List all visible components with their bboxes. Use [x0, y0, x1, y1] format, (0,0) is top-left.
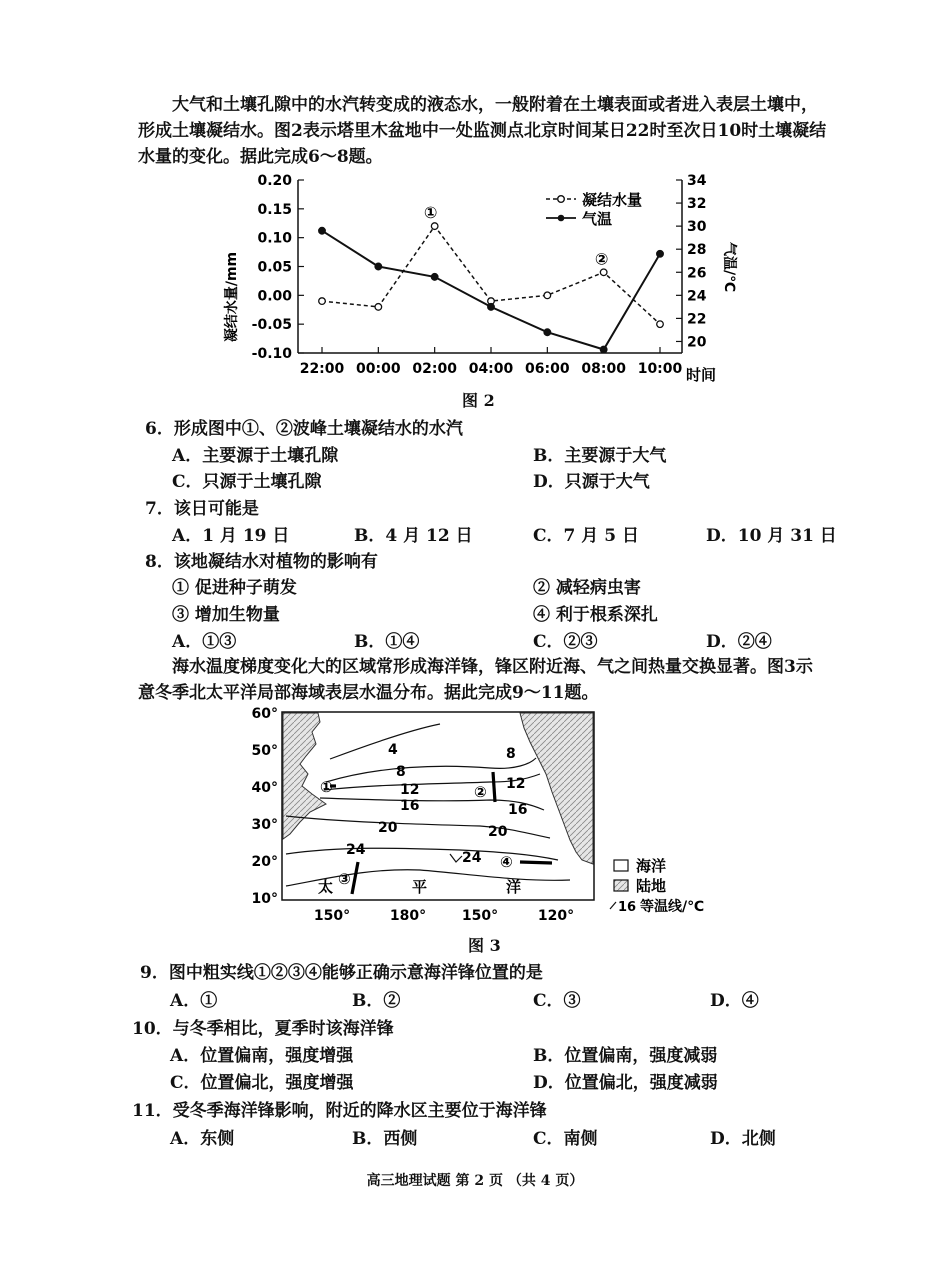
q9-option-b[interactable]: B．②	[352, 991, 401, 1011]
y-tick-label: 0.20	[257, 173, 292, 189]
iso-label-12-east: 12	[506, 776, 526, 792]
y-axis-label: 凝结水量/mm	[224, 251, 240, 343]
q8-item-2: ② 减轻病虫害	[533, 578, 641, 598]
question-7-stem: 7．该日可能是	[145, 499, 259, 519]
series-1-point	[600, 269, 607, 276]
lat-label-40: 40°	[251, 780, 278, 796]
q9-option-d[interactable]: D．④	[710, 991, 759, 1011]
y-tick-label: -0.05	[251, 317, 292, 334]
q10-option-b[interactable]: B．位置偏南，强度减弱	[533, 1046, 718, 1066]
question-10-stem: 10．与冬季相比，夏季时该海洋锋	[132, 1019, 394, 1039]
q8-item-1: ① 促进种子萌发	[172, 578, 297, 598]
series-2-point	[431, 274, 438, 281]
q6-option-d[interactable]: D．只源于大气	[533, 472, 650, 492]
y-tick-label: 0.10	[257, 230, 292, 247]
q8-option-a[interactable]: A．①③	[172, 632, 237, 652]
lat-label-10: 10°	[251, 891, 278, 907]
question-6-stem: 6．形成图中①、②波峰土壤凝结水的水汽	[145, 419, 463, 439]
lon-label-120w: 120°	[537, 908, 575, 924]
series-2-point	[600, 346, 607, 353]
ocean-word-2: 平	[412, 878, 428, 896]
front-line-2	[493, 772, 495, 802]
lon-label-150e: 150°	[313, 908, 351, 924]
y-tick-label: 0.15	[257, 201, 292, 218]
legend-isotherm-sample: 16	[618, 900, 637, 915]
page-footer: 高三地理试题 第 2 页 （共 4 页）	[366, 1173, 584, 1189]
q10-option-d[interactable]: D．位置偏北，强度减弱	[533, 1073, 718, 1093]
figure-2-caption: 图 2	[462, 391, 495, 410]
q8-option-c[interactable]: C．②③	[533, 632, 598, 652]
iso-label-8-west: 8	[396, 764, 406, 780]
q11-option-c[interactable]: C．南侧	[533, 1129, 598, 1149]
ocean-word-3: 洋	[506, 878, 522, 896]
legend-ocean-label: 海洋	[636, 857, 667, 875]
iso-label-4: 4	[388, 742, 398, 758]
x-tick-label: 08:00	[581, 361, 626, 377]
iso-label-24-west: 24	[346, 842, 366, 858]
lat-label-20: 20°	[251, 854, 278, 870]
peak-mark-1: ①	[423, 203, 438, 223]
iso-label-16-west: 16	[400, 798, 420, 814]
q10-option-a[interactable]: A．位置偏南，强度增强	[170, 1046, 354, 1066]
map-mark-1: ①	[320, 778, 333, 796]
iso-label-20-west: 20	[378, 820, 398, 836]
y2-axis-label: 气温/℃	[721, 241, 737, 293]
y2-tick-label: 34	[687, 173, 707, 189]
y2-tick-label: 24	[687, 288, 707, 305]
peak-mark-2: ②	[594, 249, 609, 269]
ocean-word-1: 太	[318, 878, 334, 896]
y2-tick-label: 30	[687, 219, 707, 236]
y2-tick-label: 20	[687, 334, 707, 351]
series-2-point	[657, 251, 664, 258]
lat-label-50: 50°	[251, 743, 278, 759]
iso-label-12-west: 12	[400, 782, 420, 798]
series-2-point	[488, 304, 495, 311]
series-1-point	[657, 321, 664, 328]
q10-option-c[interactable]: C．位置偏北，强度增强	[170, 1073, 354, 1093]
question-8-stem: 8．该地凝结水对植物的影响有	[145, 552, 378, 572]
q11-option-d[interactable]: D．北侧	[710, 1129, 776, 1149]
q7-option-a[interactable]: A．1 月 19 日	[172, 526, 290, 546]
figure-2-chart	[220, 172, 740, 387]
lon-label-150w: 150°	[461, 908, 499, 924]
q7-option-b[interactable]: B．4 月 12 日	[354, 526, 473, 546]
x-tick-label: 02:00	[412, 361, 457, 377]
q6-option-a[interactable]: A．主要源于土壤孔隙	[172, 446, 339, 466]
x-axis-label: 时间	[686, 366, 717, 384]
q6-option-c[interactable]: C．只源于土壤孔隙	[172, 472, 322, 492]
map-mark-2: ②	[474, 783, 487, 801]
legend-ocean-swatch	[614, 860, 628, 871]
intro-paragraph-1: 大气和土壤孔隙中的水汽转变成的液态水，一般附着在土壤表面或者进入表层土壤中，形成土壤凝结水。图2表示塔里木盆地中一处监测点北京时间某日22时至次日10时土壤凝结水量的变化。据此完成6～8题。	[138, 95, 827, 167]
x-tick-label: 04:00	[468, 361, 514, 377]
legend-isotherm-tick	[610, 902, 616, 909]
front-line-4	[520, 862, 552, 863]
series-line-2	[322, 231, 660, 350]
series-2-point	[375, 263, 382, 270]
map-mark-3: ③	[338, 870, 351, 888]
legend-temperature-label: 气温	[582, 210, 613, 228]
map-mark-4: ④	[500, 853, 513, 871]
q7-option-c[interactable]: C．7 月 5 日	[533, 526, 639, 546]
legend-condensation-label: 凝结水量	[582, 191, 643, 209]
x-tick-label: 00:00	[356, 361, 401, 377]
lat-label-60: 60°	[251, 706, 278, 722]
y2-tick-label: 32	[687, 196, 707, 213]
question-9-stem: 9．图中粗实线①②③④能够正确示意海洋锋位置的是	[140, 963, 543, 983]
q11-option-b[interactable]: B．西侧	[352, 1129, 418, 1149]
legend-condensation-marker	[558, 196, 565, 203]
iso-label-24-east: 24	[462, 850, 482, 866]
series-1-point	[431, 223, 438, 230]
iso-label-8-east: 8	[506, 746, 516, 762]
lat-label-30: 30°	[251, 817, 278, 833]
q8-option-d[interactable]: D．②④	[706, 632, 772, 652]
q7-option-d[interactable]: D．10 月 31 日	[706, 526, 837, 546]
figure-3-caption: 图 3	[468, 936, 501, 955]
x-tick-label: 22:00	[299, 361, 345, 377]
q8-item-4: ④ 利于根系深扎	[533, 605, 658, 625]
x-tick-label: 10:00	[637, 361, 683, 377]
figure-3-map	[240, 704, 720, 926]
q8-item-3: ③ 增加生物量	[172, 605, 280, 625]
legend-isotherm-label: 等温线/℃	[640, 899, 705, 915]
q9-option-c[interactable]: C．③	[533, 991, 581, 1011]
y2-tick-label: 28	[687, 242, 707, 259]
series-2-point	[319, 227, 326, 234]
y-tick-label: 0.05	[257, 259, 292, 276]
q9-option-a[interactable]: A．①	[170, 991, 218, 1011]
intro-paragraph-2: 海水温度梯度变化大的区域常形成海洋锋，锋区附近海、气之间热量交换显著。图3示意冬季北太平洋局部海域表层水温分布。据此完成9～11题。	[138, 657, 813, 703]
q6-option-b[interactable]: B．主要源于大气	[533, 446, 667, 466]
legend-land-swatch	[614, 880, 628, 891]
lon-label-180: 180°	[389, 908, 427, 924]
legend-temperature-marker	[558, 215, 565, 222]
y-tick-label: -0.10	[251, 346, 292, 362]
x-tick-label: 06:00	[525, 361, 570, 377]
question-11-stem: 11．受冬季海洋锋影响，附近的降水区主要位于海洋锋	[132, 1101, 547, 1121]
q8-option-b[interactable]: B．①④	[354, 632, 420, 652]
y2-tick-label: 26	[687, 265, 707, 282]
series-1-point	[375, 304, 382, 311]
iso-label-20-east: 20	[488, 824, 508, 840]
y-tick-label: 0.00	[257, 288, 292, 305]
q11-option-a[interactable]: A．东侧	[170, 1129, 235, 1149]
series-2-point	[544, 329, 551, 336]
series-1-point	[544, 292, 551, 299]
y2-tick-label: 22	[687, 311, 707, 328]
iso-label-16-east: 16	[508, 802, 528, 818]
series-1-point	[319, 298, 326, 305]
legend-land-label: 陆地	[636, 877, 667, 895]
